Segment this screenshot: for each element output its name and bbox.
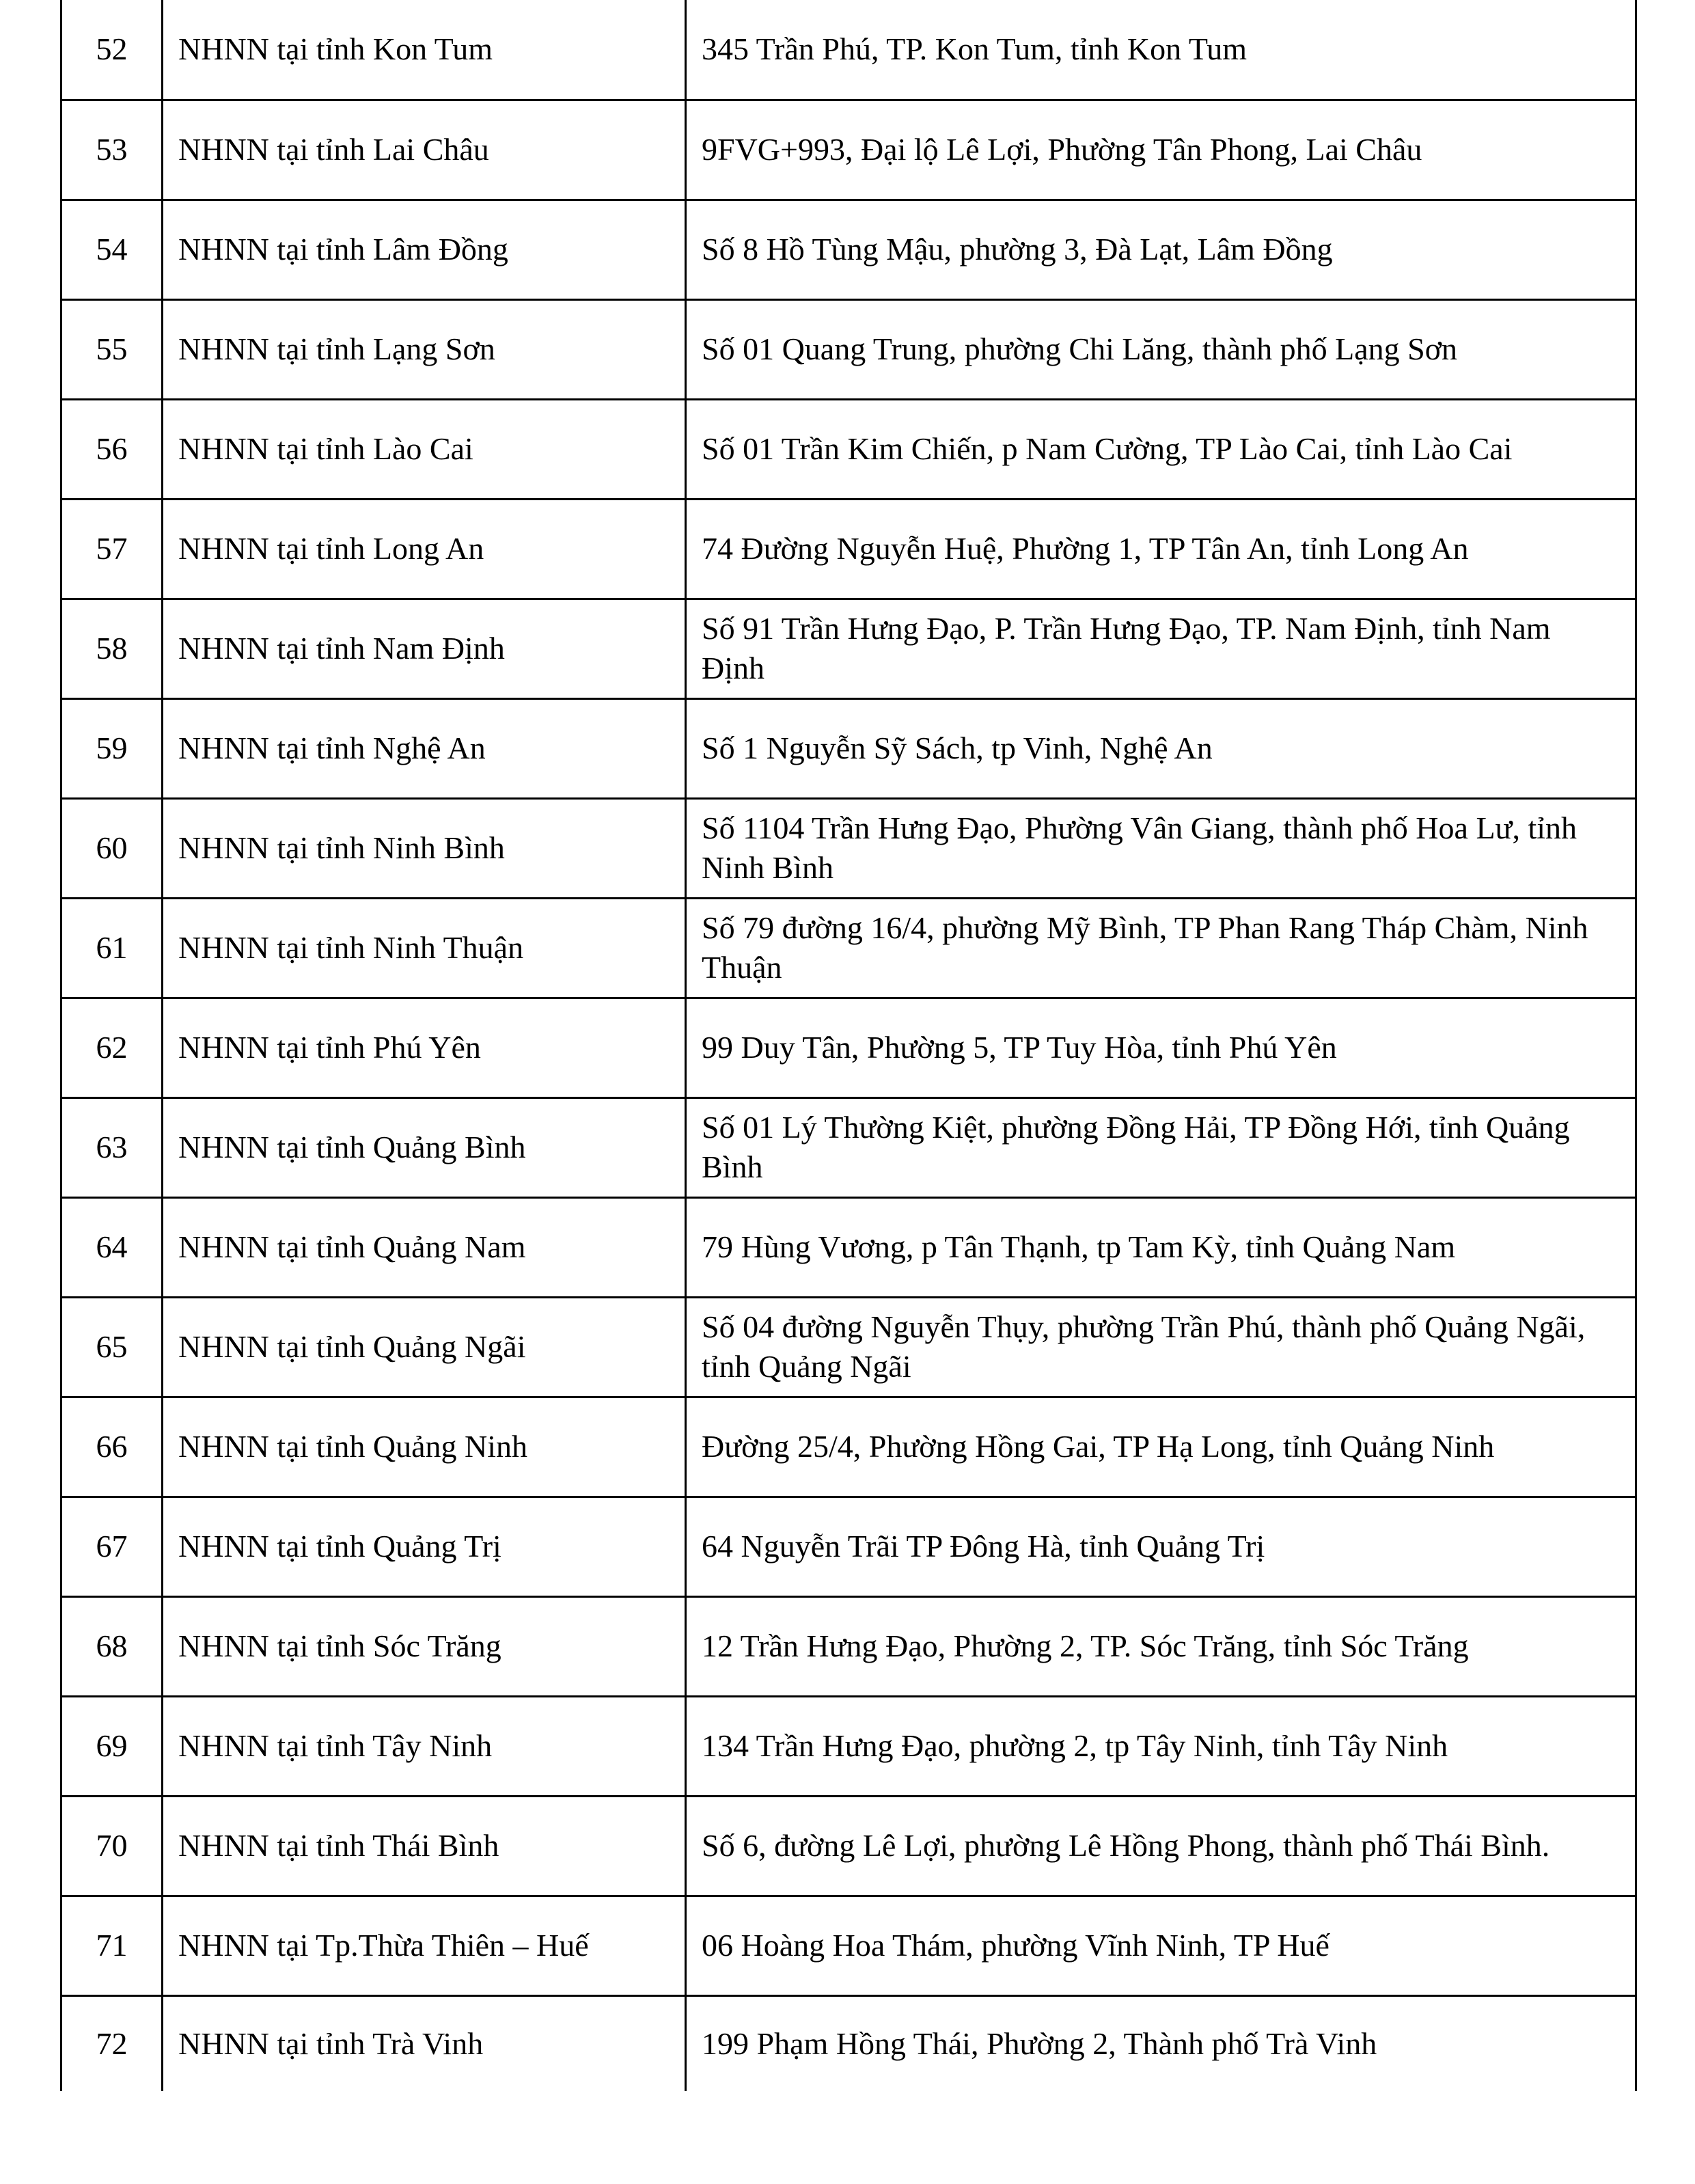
address-cell: 12 Trần Hưng Đạo, Phường 2, TP. Sóc Trăng, tỉnh Sóc Trăng xyxy=(686,1596,1636,1696)
address-cell: Số 01 Trần Kim Chiến, p Nam Cường, TP Lào Cai, tỉnh Lào Cai xyxy=(686,399,1636,499)
table-row xyxy=(61,1696,1636,1796)
table-row xyxy=(61,798,1636,898)
branch-name-cell: NHNN tại Tp.Thừa Thiên – Huế xyxy=(163,1896,686,1995)
row-number-cell: 61 xyxy=(61,898,163,998)
address-cell: 199 Phạm Hồng Thái, Phường 2, Thành phố Trà Vinh xyxy=(686,1995,1636,2091)
table-row xyxy=(61,1796,1636,1896)
table-row xyxy=(61,1197,1636,1297)
table-row xyxy=(61,1097,1636,1197)
row-number-cell: 59 xyxy=(61,698,163,798)
table-row xyxy=(61,1896,1636,1995)
branch-name-cell: NHNN tại tỉnh Thái Bình xyxy=(163,1796,686,1896)
branch-name-cell: NHNN tại tỉnh Tây Ninh xyxy=(163,1696,686,1796)
row-number-cell: 65 xyxy=(61,1297,163,1397)
branch-name-cell: NHNN tại tỉnh Sóc Trăng xyxy=(163,1596,686,1696)
table-row xyxy=(61,1995,1636,2091)
address-cell: Số 01 Quang Trung, phường Chi Lăng, thành phố Lạng Sơn xyxy=(686,299,1636,399)
address-cell: Số 8 Hồ Tùng Mậu, phường 3, Đà Lạt, Lâm Đồng xyxy=(686,200,1636,299)
row-number-cell: 64 xyxy=(61,1197,163,1297)
branch-name-cell: NHNN tại tỉnh Nghệ An xyxy=(163,698,686,798)
address-cell: Số 1 Nguyễn Sỹ Sách, tp Vinh, Nghệ An xyxy=(686,698,1636,798)
table-row xyxy=(61,100,1636,200)
branch-name-cell: NHNN tại tỉnh Long An xyxy=(163,499,686,599)
address-cell: Số 91 Trần Hưng Đạo, P. Trần Hưng Đạo, TP. Nam Định, tỉnh Nam Định xyxy=(686,599,1636,698)
row-number-cell: 72 xyxy=(61,1995,163,2091)
branch-name-cell: NHNN tại tỉnh Kon Tum xyxy=(163,0,686,100)
table-row xyxy=(61,299,1636,399)
address-cell: Số 6, đường Lê Lợi, phường Lê Hồng Phong, thành phố Thái Bình. xyxy=(686,1796,1636,1896)
branch-name-cell: NHNN tại tỉnh Ninh Thuận xyxy=(163,898,686,998)
branch-name-cell: NHNN tại tỉnh Quảng Nam xyxy=(163,1197,686,1297)
table-row xyxy=(61,399,1636,499)
branch-name-cell: NHNN tại tỉnh Lào Cai xyxy=(163,399,686,499)
row-number-cell: 66 xyxy=(61,1397,163,1497)
branch-name-cell: NHNN tại tỉnh Ninh Bình xyxy=(163,798,686,898)
address-cell: Số 79 đường 16/4, phường Mỹ Bình, TP Phan Rang Tháp Chàm, Ninh Thuận xyxy=(686,898,1636,998)
branch-name-cell: NHNN tại tỉnh Phú Yên xyxy=(163,998,686,1097)
row-number-cell: 70 xyxy=(61,1796,163,1896)
table-row xyxy=(61,898,1636,998)
row-number-cell: 52 xyxy=(61,0,163,100)
branch-name-cell: NHNN tại tỉnh Quảng Ninh xyxy=(163,1397,686,1497)
address-cell: Đường 25/4, Phường Hồng Gai, TP Hạ Long, tỉnh Quảng Ninh xyxy=(686,1397,1636,1497)
table-row xyxy=(61,599,1636,698)
address-cell: 74 Đường Nguyễn Huệ, Phường 1, TP Tân An, tỉnh Long An xyxy=(686,499,1636,599)
branch-name-cell: NHNN tại tỉnh Quảng Trị xyxy=(163,1497,686,1596)
row-number-cell: 56 xyxy=(61,399,163,499)
table-row xyxy=(61,698,1636,798)
table-row xyxy=(61,1297,1636,1397)
row-number-cell: 54 xyxy=(61,200,163,299)
address-cell: Số 1104 Trần Hưng Đạo, Phường Vân Giang, thành phố Hoa Lư, tỉnh Ninh Bình xyxy=(686,798,1636,898)
branch-name-cell: NHNN tại tỉnh Trà Vinh xyxy=(163,1995,686,2091)
branch-address-table xyxy=(60,0,1637,2091)
table-row xyxy=(61,1596,1636,1696)
row-number-cell: 55 xyxy=(61,299,163,399)
branch-name-cell: NHNN tại tỉnh Lâm Đồng xyxy=(163,200,686,299)
row-number-cell: 67 xyxy=(61,1497,163,1596)
address-cell: Số 01 Lý Thường Kiệt, phường Đồng Hải, TP Đồng Hới, tỉnh Quảng Bình xyxy=(686,1097,1636,1197)
branch-name-cell: NHNN tại tỉnh Nam Định xyxy=(163,599,686,698)
branch-name-cell: NHNN tại tỉnh Quảng Bình xyxy=(163,1097,686,1197)
row-number-cell: 68 xyxy=(61,1596,163,1696)
address-cell: 9FVG+993, Đại lộ Lê Lợi, Phường Tân Phong, Lai Châu xyxy=(686,100,1636,200)
table-row xyxy=(61,0,1636,100)
row-number-cell: 60 xyxy=(61,798,163,898)
table-row xyxy=(61,1397,1636,1497)
table-row xyxy=(61,499,1636,599)
branch-name-cell: NHNN tại tỉnh Lạng Sơn xyxy=(163,299,686,399)
address-cell: Số 04 đường Nguyễn Thụy, phường Trần Phú, thành phố Quảng Ngãi, tỉnh Quảng Ngãi xyxy=(686,1297,1636,1397)
row-number-cell: 69 xyxy=(61,1696,163,1796)
row-number-cell: 63 xyxy=(61,1097,163,1197)
address-cell: 79 Hùng Vương, p Tân Thạnh, tp Tam Kỳ, tỉnh Quảng Nam xyxy=(686,1197,1636,1297)
table-body xyxy=(61,0,1636,2091)
address-cell: 134 Trần Hưng Đạo, phường 2, tp Tây Ninh, tỉnh Tây Ninh xyxy=(686,1696,1636,1796)
row-number-cell: 53 xyxy=(61,100,163,200)
address-cell: 345 Trần Phú, TP. Kon Tum, tỉnh Kon Tum xyxy=(686,0,1636,100)
table-row xyxy=(61,200,1636,299)
address-cell: 64 Nguyễn Trãi TP Đông Hà, tỉnh Quảng Trị xyxy=(686,1497,1636,1596)
row-number-cell: 58 xyxy=(61,599,163,698)
row-number-cell: 71 xyxy=(61,1896,163,1995)
address-cell: 99 Duy Tân, Phường 5, TP Tuy Hòa, tỉnh Phú Yên xyxy=(686,998,1636,1097)
branch-name-cell: NHNN tại tỉnh Quảng Ngãi xyxy=(163,1297,686,1397)
row-number-cell: 62 xyxy=(61,998,163,1097)
address-cell: 06 Hoàng Hoa Thám, phường Vĩnh Ninh, TP Huế xyxy=(686,1896,1636,1995)
row-number-cell: 57 xyxy=(61,499,163,599)
branch-name-cell: NHNN tại tỉnh Lai Châu xyxy=(163,100,686,200)
table-row xyxy=(61,1497,1636,1596)
table-row xyxy=(61,998,1636,1097)
